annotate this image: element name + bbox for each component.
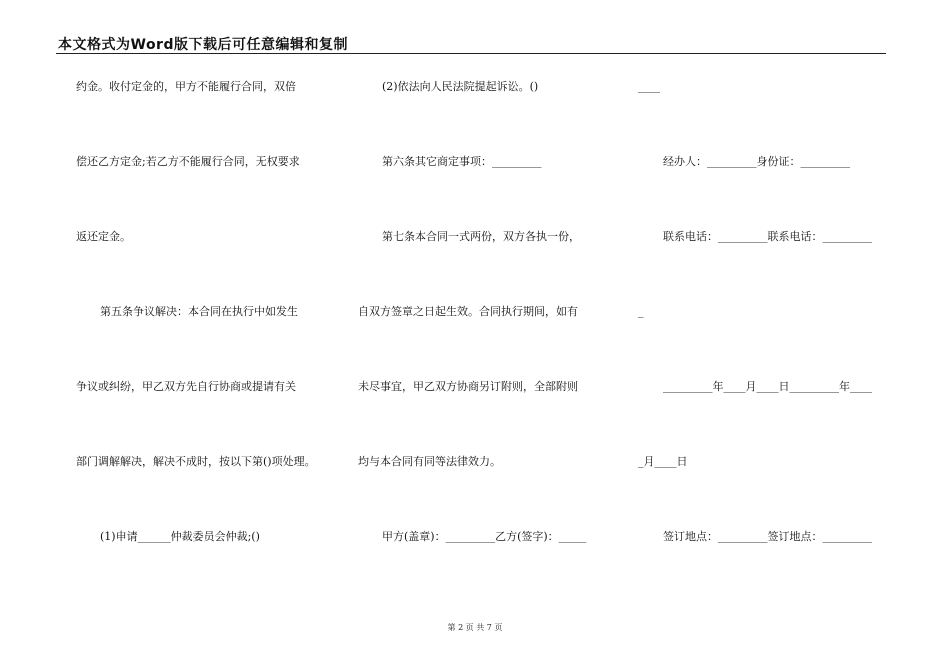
right-line-7: 签订地点：_________签订地点：_________ [663, 530, 872, 543]
right-line-3: 联系电话：_________联系电话：_________ [663, 230, 872, 243]
left-line-2: 偿还乙方定金;若乙方不能履行合同，无权要求 [76, 155, 300, 168]
left-line-6: 部门调解解决，解决不成时，按以下第()项处理。 [76, 455, 316, 468]
middle-line-7: 甲方(盖章)：_________乙方(签字)：_____ [382, 530, 587, 543]
right-line-4: _ [638, 305, 644, 318]
right-line-6: _月____日 [638, 455, 688, 468]
middle-line-4: 自双方签章之日起生效。合同执行期间，如有 [358, 305, 578, 318]
page-number-footer: 第 2 页 共 7 页 [447, 623, 503, 632]
right-line-1: ____ [638, 80, 660, 93]
left-line-7: (1)申请______仲裁委员会仲裁;() [100, 530, 260, 543]
left-line-3: 返还定金。 [76, 230, 131, 243]
left-line-4: 第五条争议解决：本合同在执行中如发生 [100, 305, 298, 318]
middle-line-5: 未尽事宜，甲乙双方协商另订附则，全部附则 [358, 380, 578, 393]
middle-line-6: 均与本合同有同等法律效力。 [358, 455, 501, 468]
middle-line-2: 第六条其它商定事项：_________ [382, 155, 542, 168]
right-line-2: 经办人：_________身份证：_________ [663, 155, 850, 168]
left-line-1: 约金。收付定金的，甲方不能履行合同，双倍 [76, 80, 296, 93]
left-line-5: 争议或纠纷，甲乙双方先自行协商或提请有关 [76, 380, 296, 393]
document-header-title: 本文格式为Word版下载后可任意编辑和复制 [58, 37, 348, 53]
middle-line-1: (2)依法向人民法院提起诉讼。() [382, 80, 539, 93]
header-divider [56, 53, 886, 54]
middle-line-3: 第七条本合同一式两份，双方各执一份， [382, 230, 580, 243]
right-line-5: _________年____月____日_________年____ [663, 380, 872, 393]
